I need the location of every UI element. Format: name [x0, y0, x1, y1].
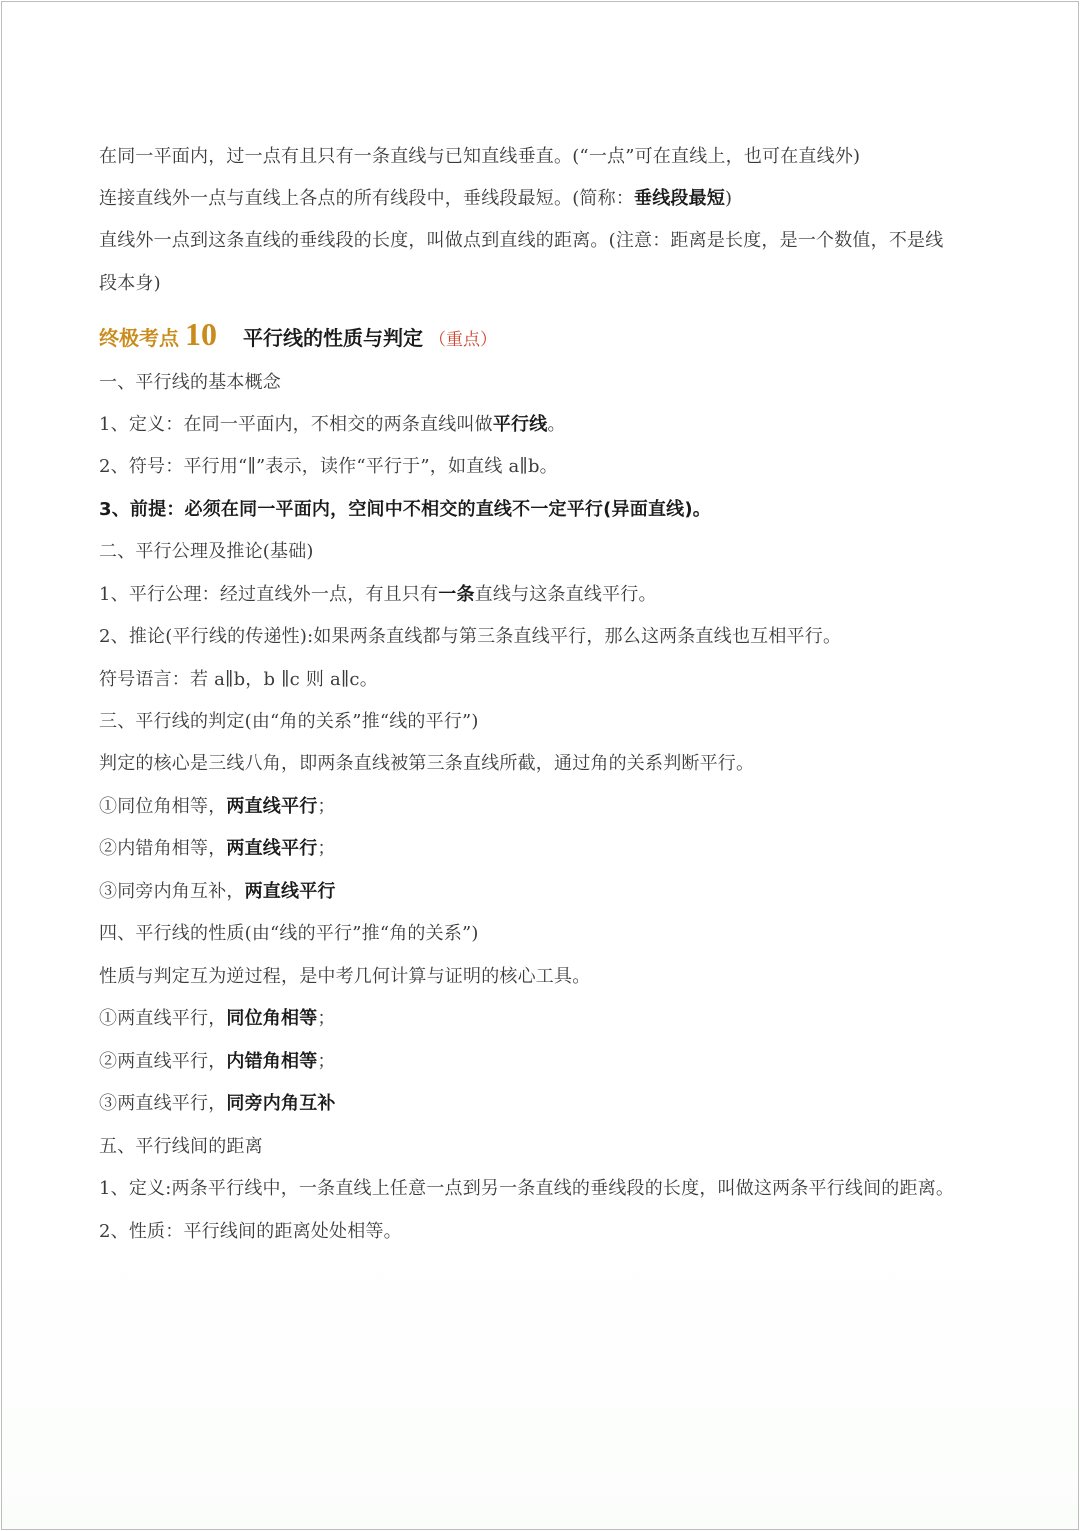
list-item: 3、前提：必须在同一平面内，空间中不相交的直线不一定平行(异面直线)。 — [99, 499, 711, 520]
list-item: 1、定义:两条平行线中，一条直线上任意一点到另一条直线的垂线段的长度，叫做这两条平行线间的距离。 — [99, 1178, 955, 1199]
bold-term: 内错角相等 — [226, 1051, 318, 1072]
list-item — [99, 583, 657, 607]
bold-term: 垂线段最短 — [634, 188, 726, 209]
text-segment: ) — [725, 188, 733, 209]
text-segment: 直线与这条直线平行。 — [474, 584, 657, 605]
subsection-title: 三、平行线的判定(由“角的关系”推“线的平行”) — [99, 711, 479, 732]
heading-title: 平行线的性质与判定 — [243, 326, 423, 350]
list-item — [99, 837, 336, 861]
text-line: 在同一平面内，过一点有且只有一条直线与已知直线垂直。(“一点”可在直线上，也可在直线外) — [99, 146, 861, 167]
text-segment: 1、定义：在同一平面内，不相交的两条直线叫做 — [99, 414, 493, 435]
list-item — [99, 413, 566, 437]
paragraph: 性质与判定互为逆过程，是中考几何计算与证明的核心工具。 — [99, 966, 591, 987]
text-segment: ； — [317, 796, 336, 817]
bold-term: 同旁内角互补 — [226, 1093, 336, 1114]
subsection-title: 一、平行线的基本概念 — [99, 372, 281, 393]
text-segment: ③同旁内角互补， — [99, 881, 245, 902]
text-segment: ； — [317, 1051, 336, 1072]
list-item — [99, 880, 336, 904]
subsection-title: 二、平行公理及推论(基础) — [99, 541, 314, 562]
text-segment: ①同位角相等， — [99, 796, 227, 817]
page — [1, 1, 1079, 1530]
text-segment: ②两直线平行， — [99, 1051, 227, 1072]
text-segment: ③两直线平行， — [99, 1093, 227, 1114]
section-heading — [99, 316, 497, 356]
text-line: 直线外一点到这条直线的垂线段的长度，叫做点到直线的距离。(注意：距离是长度，是一个数值，不是线 — [99, 230, 944, 251]
text-segment: ①两直线平行， — [99, 1008, 227, 1029]
bold-term: 一条 — [438, 584, 475, 605]
bold-term: 同位角相等 — [226, 1008, 318, 1029]
list-item — [99, 1050, 336, 1074]
heading-label: 终极考点 — [99, 326, 179, 350]
list-item: 2、推论(平行线的传递性):如果两条直线都与第三条直线平行，那么这两条直线也互相平行。 — [99, 626, 842, 647]
bold-term: 两直线平行 — [226, 838, 318, 859]
list-item — [99, 795, 336, 819]
subsection-title: 五、平行线间的距离 — [99, 1136, 263, 1157]
text-segment: 1、平行公理：经过直线外一点，有且只有 — [99, 584, 439, 605]
heading-number: 10 — [185, 316, 217, 352]
text-line — [99, 187, 732, 211]
text-segment: 连接直线外一点与直线上各点的所有线段中，垂线段最短。(简称： — [99, 188, 635, 209]
text-segment: ； — [317, 1008, 336, 1029]
list-item: 2、性质：平行线间的距离处处相等。 — [99, 1221, 402, 1242]
list-item — [99, 1007, 336, 1031]
list-item: 2、符号：平行用“∥”表示，读作“平行于”，如直线 a∥b。 — [99, 456, 558, 477]
text-line: 段本身) — [99, 273, 161, 294]
paragraph: 判定的核心是三线八角，即两条直线被第三条直线所截，通过角的关系判断平行。 — [99, 753, 755, 774]
bold-term: 两直线平行 — [226, 796, 318, 817]
bold-term: 平行线 — [492, 414, 548, 435]
subsection-title: 四、平行线的性质(由“线的平行”推“角的关系”) — [99, 923, 479, 944]
list-item — [99, 1092, 336, 1116]
bold-term: 两直线平行 — [244, 881, 336, 902]
list-item: 符号语言：若 a∥b，b ∥c 则 a∥c。 — [99, 669, 378, 690]
heading-tag: （重点） — [429, 330, 497, 350]
text-segment: ②内错角相等， — [99, 838, 227, 859]
text-segment: 。 — [547, 414, 566, 435]
text-segment: ； — [317, 838, 336, 859]
